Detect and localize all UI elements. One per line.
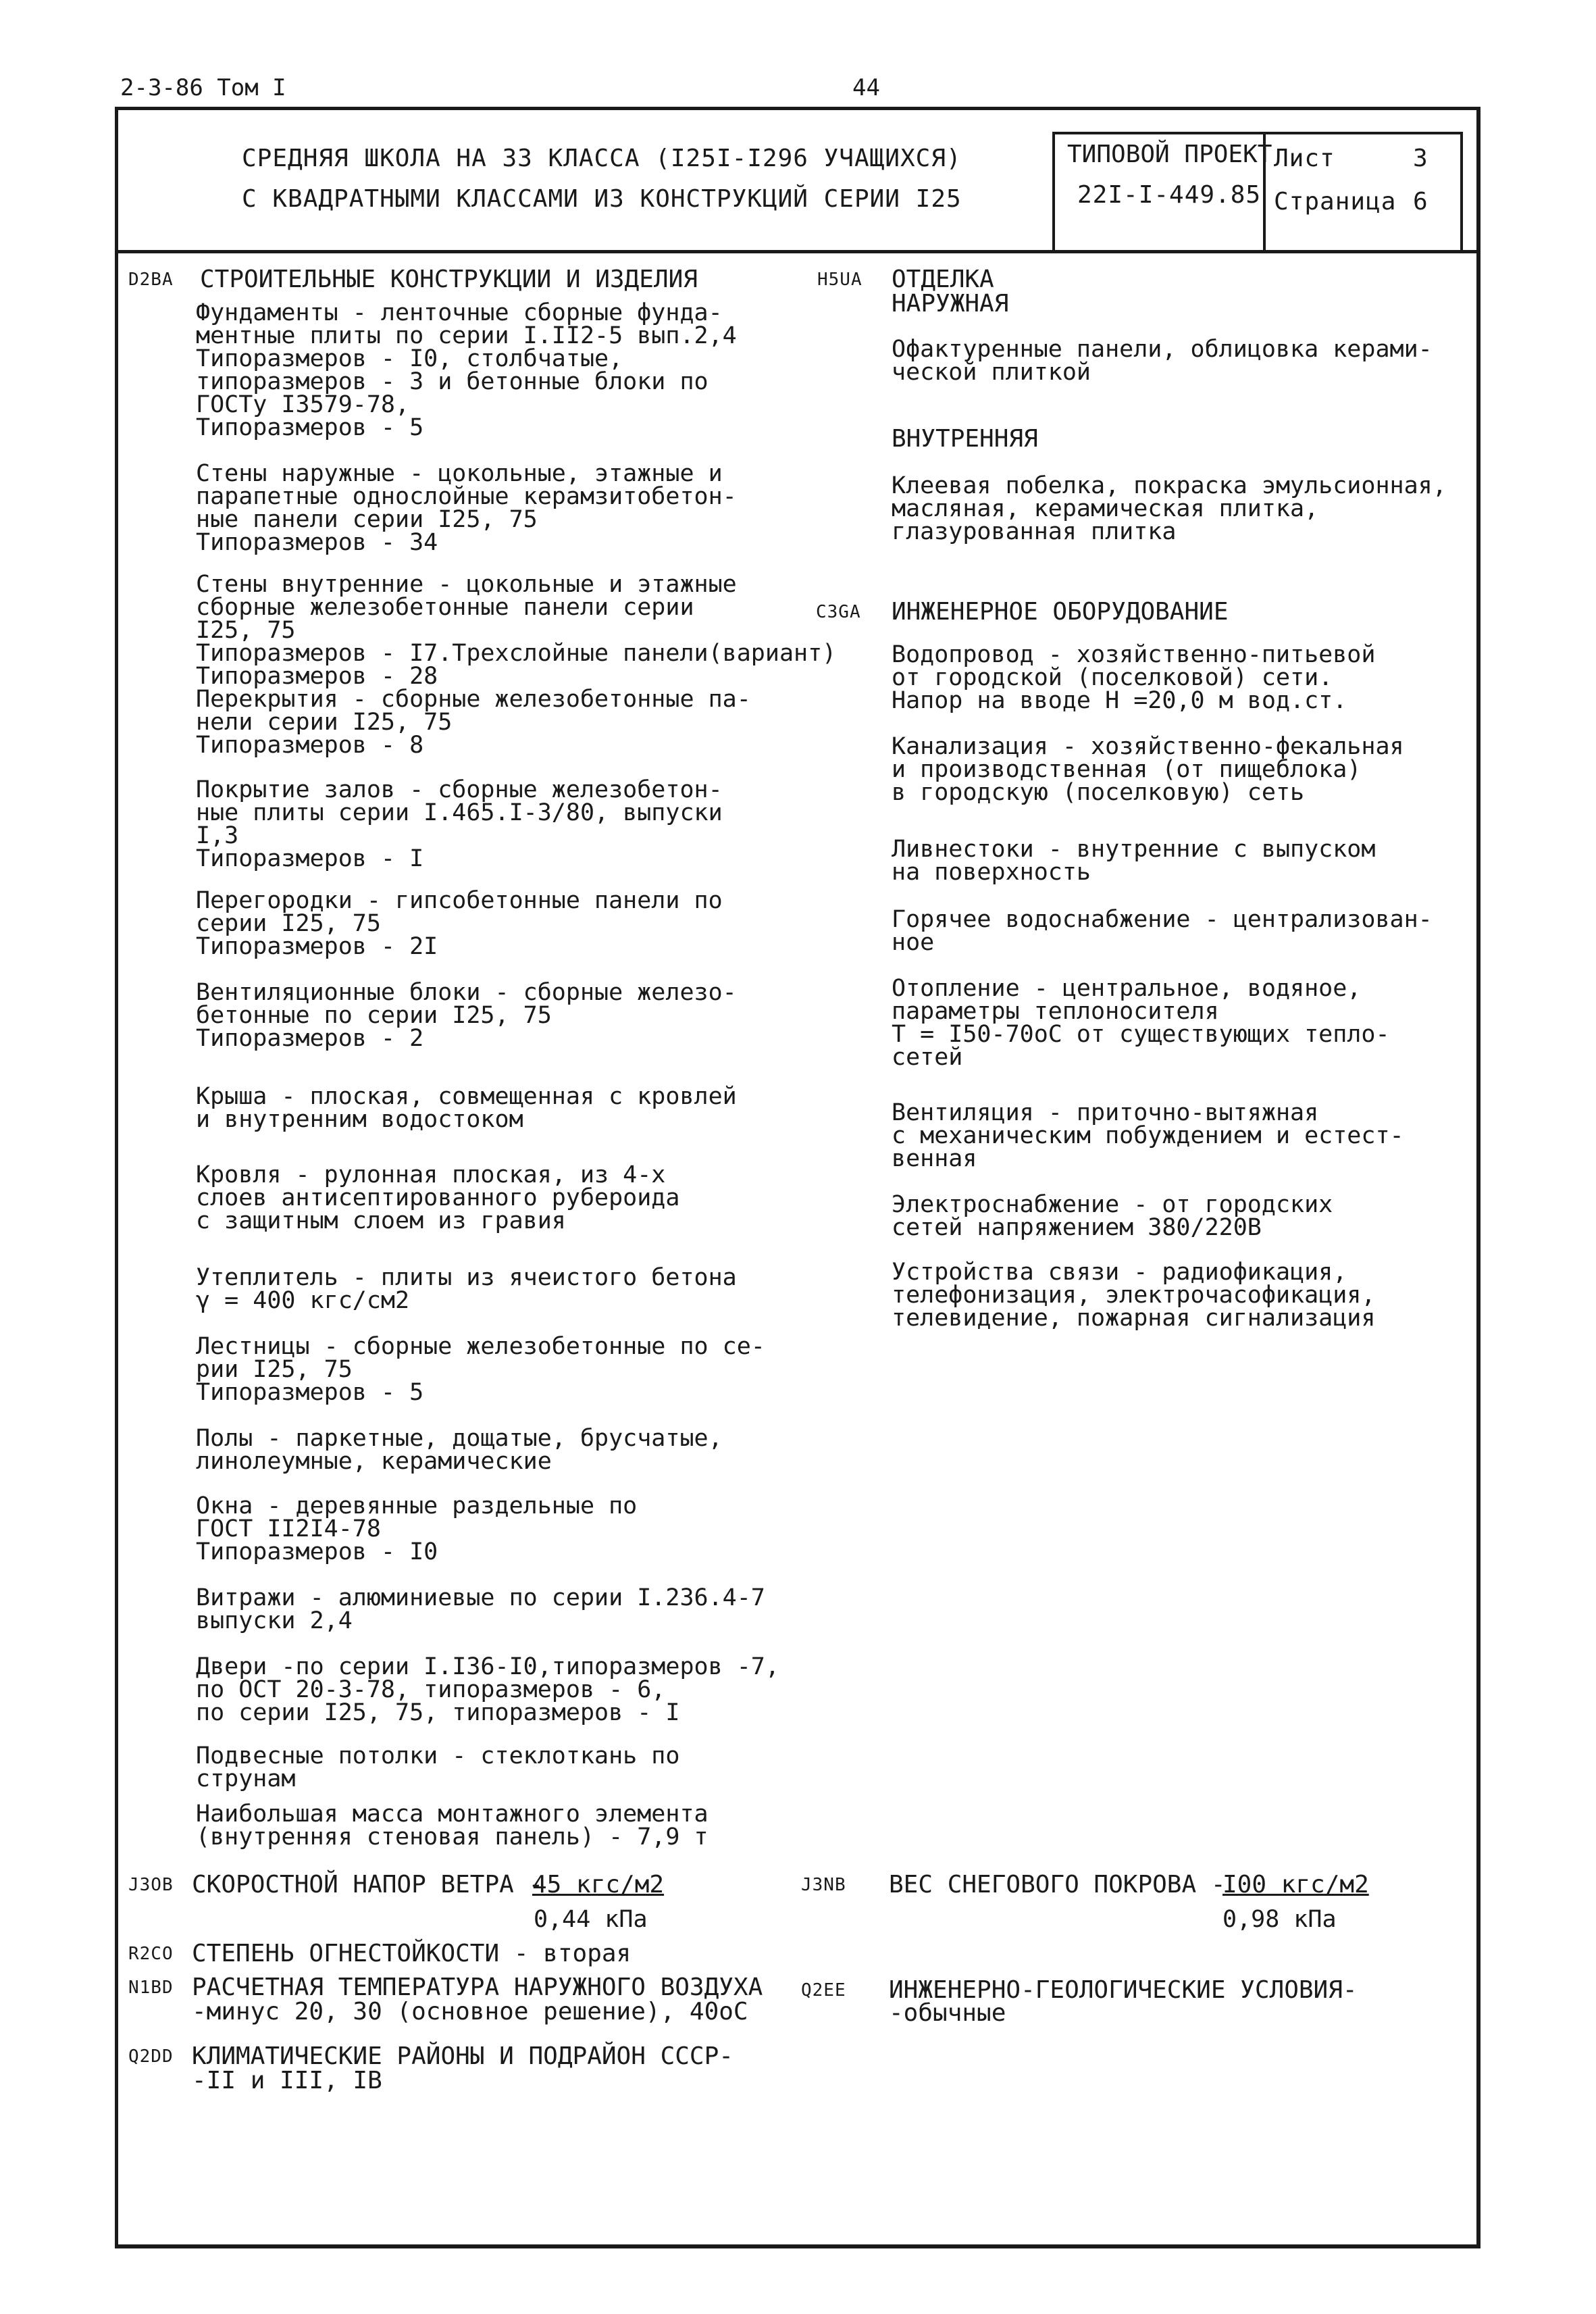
page-label: Страница — [1274, 188, 1397, 216]
document-title-line2: С КВАДРАТНЫМИ КЛАССАМИ ИЗ КОНСТРУКЦИЙ СЕРИИ I25 — [242, 185, 962, 213]
paragraph-outer-walls: Стены наружные - цокольные, этажные и парапетные однослойные керамзитобетон- ные панели серии I25, 75 Типоразмеров - 34 — [196, 460, 737, 556]
paragraph-roof: Крыша - плоская, совмещенная с кровлей и внутренним водостоком — [196, 1083, 737, 1133]
wind-value: 45 кгс/м2 — [532, 1871, 665, 1898]
paragraph-water-supply: Водопровод - хозяйственно-питьевой от городской (поселковой) сети. Напор на вводе Н =20,0 м вод.ст. — [892, 641, 1376, 714]
subheading-outer: НАРУЖНАЯ — [892, 290, 1009, 318]
temperature-line2: -минус 20, 30 (основное решение), 40оС — [192, 1998, 748, 2026]
subheading-inner: ВНУТРЕННЯЯ — [892, 425, 1038, 453]
paragraph-doors: Двери -по серии I.I36-I0,типоразмеров -7, по ОСТ 20-3-78, типоразмеров - 6, по серии I25, 75, типоразмеров - I — [196, 1653, 779, 1726]
wind-code: J3OB — [128, 1875, 174, 1895]
wind-kpa: 0,44 кПа — [534, 1906, 648, 1933]
paragraph-storm-drains: Ливнестоки - внутренние с выпуском на поверхность — [892, 836, 1376, 886]
paragraph-partitions: Перегородки - гипсобетонные панели по серии I25, 75 Типоразмеров - 2I — [196, 887, 723, 960]
snow-value: I00 кгс/м2 — [1222, 1871, 1369, 1898]
document-reference: 2-3-86 Том I — [120, 74, 286, 101]
paragraph-ventilation-blocks: Вентиляционные блоки - сборные железо- бетонные по серии I25, 75 Типоразмеров - 2 — [196, 979, 737, 1052]
section-heading-structures: СТРОИТЕЛЬНЫЕ КОНСТРУКЦИИ И ИЗДЕЛИЯ — [200, 266, 698, 293]
fire-code: R2CO — [128, 1944, 174, 1964]
paragraph-ventilation: Вентиляция - приточно-вытяжная с механическим побуждением и естест- венная — [892, 1099, 1404, 1172]
paragraph-ceilings: Подвесные потолки - стеклоткань по струнам — [196, 1742, 680, 1792]
section-code-finish: H5UA — [817, 270, 863, 290]
paragraph-power-supply: Электроснабжение - от городских сетей напряжением 380/220В — [892, 1191, 1333, 1241]
paragraph-hall-roofing: Покрытие залов - сборные железобетон- ные плиты серии I.465.I-3/80, выпуски I,3 Типоразмеров - I — [196, 776, 723, 872]
snow-code: J3NB — [801, 1875, 846, 1895]
paragraph-max-mass: Наибольшая масса монтажного элемента (внутренняя стеновая панель) - 7,9 т — [196, 1801, 709, 1851]
paragraph-inner-walls: Стены внутренние - цокольные и этажные сборные железобетонные панели серии I25, 75 Типоразмеров - I7.Трехслойные панели(вариант) Типоразмеров - 28 Перекрытия - сборные железобетонные па- нели серии I25, 75 Типоразмеров - 8 — [196, 571, 837, 759]
paragraph-outer-finish: Офактуренные панели, облицовка керами- ческой плиткой — [892, 336, 1433, 386]
sheet-value: 3 — [1413, 145, 1428, 172]
paragraph-inner-finish: Клеевая побелка, покраска эмульсионная, масляная, керамическая плитка, глазурованная плитка — [892, 472, 1447, 545]
section-heading-engineering: ИНЖЕНЕРНОЕ ОБОРУДОВАНИЕ — [892, 598, 1229, 626]
wind-label: СКОРОСТНОЙ НАПОР ВЕТРА - — [192, 1871, 544, 1898]
title-block-separator-3 — [1460, 132, 1463, 252]
paragraph-stained-glass: Витражи - алюминиевые по серии I.236.4-7 выпуски 2,4 — [196, 1584, 765, 1634]
title-block-top-line — [1052, 132, 1463, 134]
fire-resistance: СТЕПЕНЬ ОГНЕСТОЙКОСТИ - вторая — [192, 1940, 632, 1967]
section-heading-finish: ОТДЕЛКА — [892, 266, 994, 293]
paragraph-communications: Устройства связи - радиофикация, телефонизация, электрочасофикация, телевидение, пожарная сигнализация — [892, 1259, 1376, 1332]
paragraph-foundations: Фундаменты - ленточные сборные фунда- ментные плиты по серии I.II2-5 вып.2,4 Типоразмеров - I0, столбчатые, типоразмеров - 3 и бетонные блоки по ГОСТу I3579-78, Типоразмеров - 5 — [196, 299, 737, 441]
section-code-structures: D2BA — [128, 270, 174, 290]
snow-label: ВЕС СНЕГОВОГО ПОКРОВА - — [889, 1871, 1226, 1898]
paragraph-windows: Окна - деревянные раздельные по ГОСТ II2I4-78 Типоразмеров - I0 — [196, 1492, 638, 1565]
paragraph-sewerage: Канализация - хозяйственно-фекальная и производственная (от пищеблока) в городскую (поселковую) сеть — [892, 733, 1404, 806]
page-number: 44 — [852, 74, 880, 101]
temperature-line1: РАСЧЕТНАЯ ТЕМПЕРАТУРА НАРУЖНОГО ВОЗДУХА — [192, 1973, 763, 2001]
project-number: 22I-I-449.85 — [1077, 181, 1262, 209]
paragraph-stairs: Лестницы - сборные железобетонные по се- рии I25, 75 Типоразмеров - 5 — [196, 1333, 765, 1406]
document-title-line1: СРЕДНЯЯ ШКОЛА НА 33 КЛАССА (I25I-I296 УЧАЩИХСЯ) — [242, 145, 962, 172]
paragraph-insulation: Утеплитель - плиты из ячеистого бетона γ = 400 кгс/см2 — [196, 1264, 737, 1314]
geology-line2: -обычные — [889, 1999, 1006, 2027]
temperature-code: N1BD — [128, 1978, 174, 1998]
sheet-label: Лист — [1274, 145, 1335, 172]
section-code-engineering: C3GA — [816, 602, 861, 622]
climate-code: Q2DD — [128, 2046, 174, 2067]
paragraph-roofing: Кровля - рулонная плоская, из 4-х слоев антисептированного рубероида с защитным слоем из гравия — [196, 1161, 680, 1234]
title-block-divider — [115, 250, 1481, 253]
geology-line1: ИНЖЕНЕРНО-ГЕОЛОГИЧЕСКИЕ УСЛОВИЯ- — [889, 1976, 1358, 2004]
climate-line2: -II и III, IВ — [192, 2067, 382, 2094]
geology-code: Q2EE — [801, 1980, 846, 2001]
project-label: ТИПОВОЙ ПРОЕКТ — [1067, 141, 1272, 168]
paragraph-hot-water: Горячее водоснабжение - централизован- ное — [892, 906, 1433, 956]
page-value: 6 — [1413, 188, 1428, 216]
paragraph-floors: Полы - паркетные, дощатые, брусчатые, линолеумные, керамические — [196, 1425, 723, 1475]
snow-kpa: 0,98 кПа — [1222, 1906, 1337, 1933]
paragraph-heating: Отопление - центральное, водяное, параметры теплоносителя Т = I50-70оС от существующих тепло- сетей — [892, 975, 1390, 1071]
title-block-separator-1 — [1052, 132, 1055, 252]
climate-line1: КЛИМАТИЧЕСКИЕ РАЙОНЫ И ПОДРАЙОН СССР- — [192, 2042, 733, 2070]
